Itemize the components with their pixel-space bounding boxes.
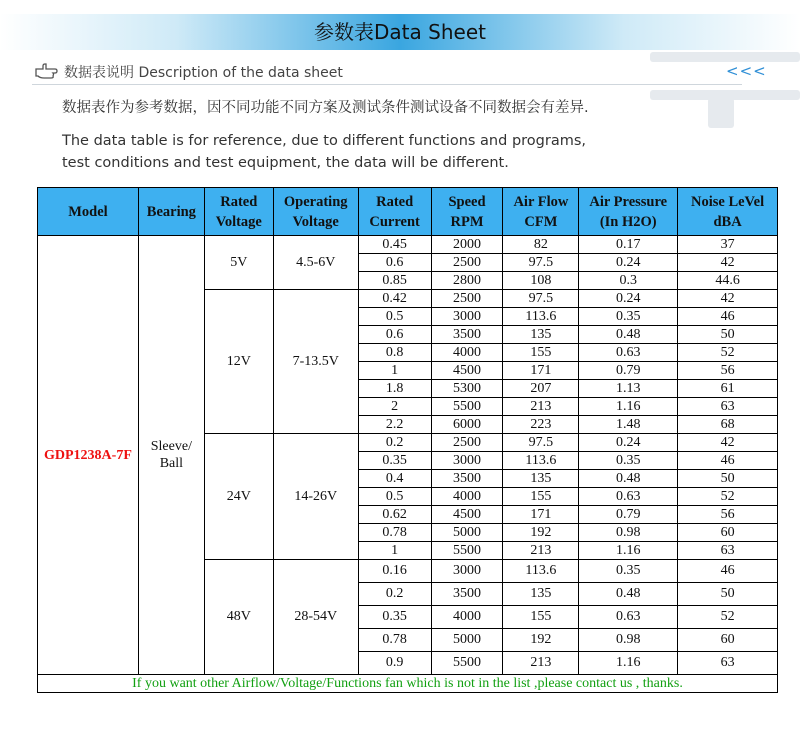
operating-voltage-cell: 14-26V <box>273 434 358 560</box>
speed-cell: 2500 <box>431 434 503 452</box>
speed-cell: 5000 <box>431 629 503 652</box>
rated-current-cell: 0.2 <box>358 434 431 452</box>
noise-level-cell: 56 <box>678 506 778 524</box>
rated-current-cell: 0.5 <box>358 308 431 326</box>
data-sheet-table <box>37 187 778 693</box>
air-flow-cell: 213 <box>503 542 579 560</box>
air-flow-cell: 171 <box>503 362 579 380</box>
description-text-en <box>62 130 586 174</box>
rated-voltage-cell: 12V <box>204 290 273 434</box>
description-text-en-line: test conditions and test equipment, the data will be different. <box>62 155 509 171</box>
speed-cell: 2500 <box>431 290 503 308</box>
noise-level-cell: 56 <box>678 362 778 380</box>
header-speed: Speed RPM <box>431 188 503 236</box>
air-pressure-cell: 0.48 <box>579 470 678 488</box>
speed-cell: 5000 <box>431 524 503 542</box>
air-pressure-cell: 0.48 <box>579 583 678 606</box>
noise-level-cell: 52 <box>678 606 778 629</box>
operating-voltage-cell: 7-13.5V <box>273 290 358 434</box>
speed-cell: 2800 <box>431 272 503 290</box>
bearing-cell: Sleeve/ Ball <box>138 236 204 675</box>
header-operating-voltage: Operating Voltage <box>273 188 358 236</box>
operating-voltage-cell: 4.5-6V <box>273 236 358 290</box>
air-pressure-cell: 0.24 <box>579 434 678 452</box>
rated-current-cell: 0.4 <box>358 470 431 488</box>
rated-current-cell: 1.8 <box>358 380 431 398</box>
air-flow-cell: 135 <box>503 583 579 606</box>
air-pressure-cell: 0.24 <box>579 290 678 308</box>
table-row <box>38 236 778 254</box>
speed-cell: 5500 <box>431 542 503 560</box>
speed-cell: 4500 <box>431 506 503 524</box>
contact-note: If you want other Airflow/Voltage/Functions fan which is not in the list ,please contact us , thanks. <box>38 675 778 693</box>
noise-level-cell: 50 <box>678 583 778 606</box>
air-flow-cell: 108 <box>503 272 579 290</box>
noise-level-cell: 68 <box>678 416 778 434</box>
rated-current-cell: 0.85 <box>358 272 431 290</box>
air-flow-cell: 97.5 <box>503 254 579 272</box>
speed-cell: 4500 <box>431 362 503 380</box>
operating-voltage-cell: 28-54V <box>273 560 358 675</box>
rated-voltage-cell: 5V <box>204 236 273 290</box>
air-flow-cell: 192 <box>503 524 579 542</box>
noise-level-cell: 46 <box>678 560 778 583</box>
noise-level-cell: 37 <box>678 236 778 254</box>
air-pressure-cell: 1.48 <box>579 416 678 434</box>
air-flow-cell: 113.6 <box>503 452 579 470</box>
description-text-cn: 数据表作为参考数据，因不同功能不同方案及测试条件测试设备不同数据会有差异. <box>62 100 589 116</box>
header-air-flow: Air Flow CFM <box>503 188 579 236</box>
air-flow-cell: 113.6 <box>503 308 579 326</box>
rated-current-cell: 2.2 <box>358 416 431 434</box>
noise-level-cell: 63 <box>678 398 778 416</box>
air-flow-cell: 113.6 <box>503 560 579 583</box>
noise-level-cell: 46 <box>678 308 778 326</box>
header-rated-voltage: Rated Voltage <box>204 188 273 236</box>
air-pressure-cell: 0.35 <box>579 560 678 583</box>
speed-cell: 3500 <box>431 470 503 488</box>
noise-level-cell: 63 <box>678 652 778 675</box>
decorative-bar <box>708 98 734 128</box>
air-pressure-cell: 1.16 <box>579 652 678 675</box>
speed-cell: 4000 <box>431 606 503 629</box>
rated-voltage-cell: 24V <box>204 434 273 560</box>
air-flow-cell: 192 <box>503 629 579 652</box>
noise-level-cell: 42 <box>678 254 778 272</box>
noise-level-cell: 63 <box>678 542 778 560</box>
air-pressure-cell: 0.3 <box>579 272 678 290</box>
air-pressure-cell: 0.63 <box>579 488 678 506</box>
divider <box>32 84 742 85</box>
air-pressure-cell: 0.63 <box>579 344 678 362</box>
speed-cell: 3000 <box>431 308 503 326</box>
rated-current-cell: 0.2 <box>358 583 431 606</box>
rated-current-cell: 0.62 <box>358 506 431 524</box>
air-flow-cell: 135 <box>503 470 579 488</box>
air-pressure-cell: 0.98 <box>579 629 678 652</box>
air-flow-cell: 207 <box>503 380 579 398</box>
air-flow-cell: 155 <box>503 344 579 362</box>
speed-cell: 2000 <box>431 236 503 254</box>
air-pressure-cell: 0.79 <box>579 362 678 380</box>
rated-voltage-cell: 48V <box>204 560 273 675</box>
noise-level-cell: 44.6 <box>678 272 778 290</box>
noise-level-cell: 60 <box>678 629 778 652</box>
rated-current-cell: 0.6 <box>358 326 431 344</box>
header-model: Model <box>38 188 139 236</box>
noise-level-cell: 42 <box>678 434 778 452</box>
header-rated-current: Rated Current <box>358 188 431 236</box>
noise-level-cell: 60 <box>678 524 778 542</box>
header-air-pressure: Air Pressure (In H2O) <box>579 188 678 236</box>
description-text-en-line: The data table is for reference, due to different functions and programs, <box>62 133 586 149</box>
rated-current-cell: 0.78 <box>358 524 431 542</box>
air-flow-cell: 97.5 <box>503 434 579 452</box>
air-pressure-cell: 0.48 <box>579 326 678 344</box>
decorative-bar <box>650 52 800 62</box>
noise-level-cell: 61 <box>678 380 778 398</box>
speed-cell: 5500 <box>431 398 503 416</box>
air-flow-cell: 223 <box>503 416 579 434</box>
chevrons-left-icon: <<< <box>726 62 767 80</box>
description-heading <box>34 61 343 83</box>
air-pressure-cell: 1.16 <box>579 542 678 560</box>
air-pressure-cell: 1.16 <box>579 398 678 416</box>
air-flow-cell: 155 <box>503 488 579 506</box>
air-flow-cell: 155 <box>503 606 579 629</box>
rated-current-cell: 0.9 <box>358 652 431 675</box>
rated-current-cell: 0.6 <box>358 254 431 272</box>
noise-level-cell: 52 <box>678 344 778 362</box>
air-pressure-cell: 0.35 <box>579 308 678 326</box>
noise-level-cell: 50 <box>678 326 778 344</box>
speed-cell: 3500 <box>431 583 503 606</box>
speed-cell: 6000 <box>431 416 503 434</box>
air-pressure-cell: 0.24 <box>579 254 678 272</box>
rated-current-cell: 0.35 <box>358 452 431 470</box>
noise-level-cell: 46 <box>678 452 778 470</box>
rated-current-cell: 0.8 <box>358 344 431 362</box>
air-pressure-cell: 0.79 <box>579 506 678 524</box>
page-title: 参数表Data Sheet <box>314 20 486 44</box>
air-pressure-cell: 0.98 <box>579 524 678 542</box>
noise-level-cell: 50 <box>678 470 778 488</box>
rated-current-cell: 0.16 <box>358 560 431 583</box>
model-cell: GDP1238A-7F <box>38 236 139 675</box>
rated-current-cell: 0.35 <box>358 606 431 629</box>
rated-current-cell: 0.5 <box>358 488 431 506</box>
speed-cell: 3000 <box>431 560 503 583</box>
table-footer-row <box>38 675 778 693</box>
description-heading-text: 数据表说明 Description of the data sheet <box>64 65 343 81</box>
header-noise-level: Noise LeVel dBA <box>678 188 778 236</box>
speed-cell: 5300 <box>431 380 503 398</box>
pointing-hand-icon <box>34 63 58 81</box>
speed-cell: 2500 <box>431 254 503 272</box>
table-header-row <box>38 188 778 236</box>
noise-level-cell: 42 <box>678 290 778 308</box>
air-pressure-cell: 0.63 <box>579 606 678 629</box>
rated-current-cell: 1 <box>358 542 431 560</box>
air-pressure-cell: 1.13 <box>579 380 678 398</box>
header-bearing: Bearing <box>138 188 204 236</box>
air-pressure-cell: 0.35 <box>579 452 678 470</box>
noise-level-cell: 52 <box>678 488 778 506</box>
air-flow-cell: 135 <box>503 326 579 344</box>
rated-current-cell: 0.78 <box>358 629 431 652</box>
speed-cell: 4000 <box>431 488 503 506</box>
title-band <box>0 14 800 50</box>
air-pressure-cell: 0.17 <box>579 236 678 254</box>
air-flow-cell: 213 <box>503 652 579 675</box>
speed-cell: 5500 <box>431 652 503 675</box>
air-flow-cell: 97.5 <box>503 290 579 308</box>
speed-cell: 3500 <box>431 326 503 344</box>
air-flow-cell: 213 <box>503 398 579 416</box>
air-flow-cell: 171 <box>503 506 579 524</box>
rated-current-cell: 1 <box>358 362 431 380</box>
rated-current-cell: 0.45 <box>358 236 431 254</box>
speed-cell: 4000 <box>431 344 503 362</box>
air-flow-cell: 82 <box>503 236 579 254</box>
rated-current-cell: 2 <box>358 398 431 416</box>
rated-current-cell: 0.42 <box>358 290 431 308</box>
speed-cell: 3000 <box>431 452 503 470</box>
